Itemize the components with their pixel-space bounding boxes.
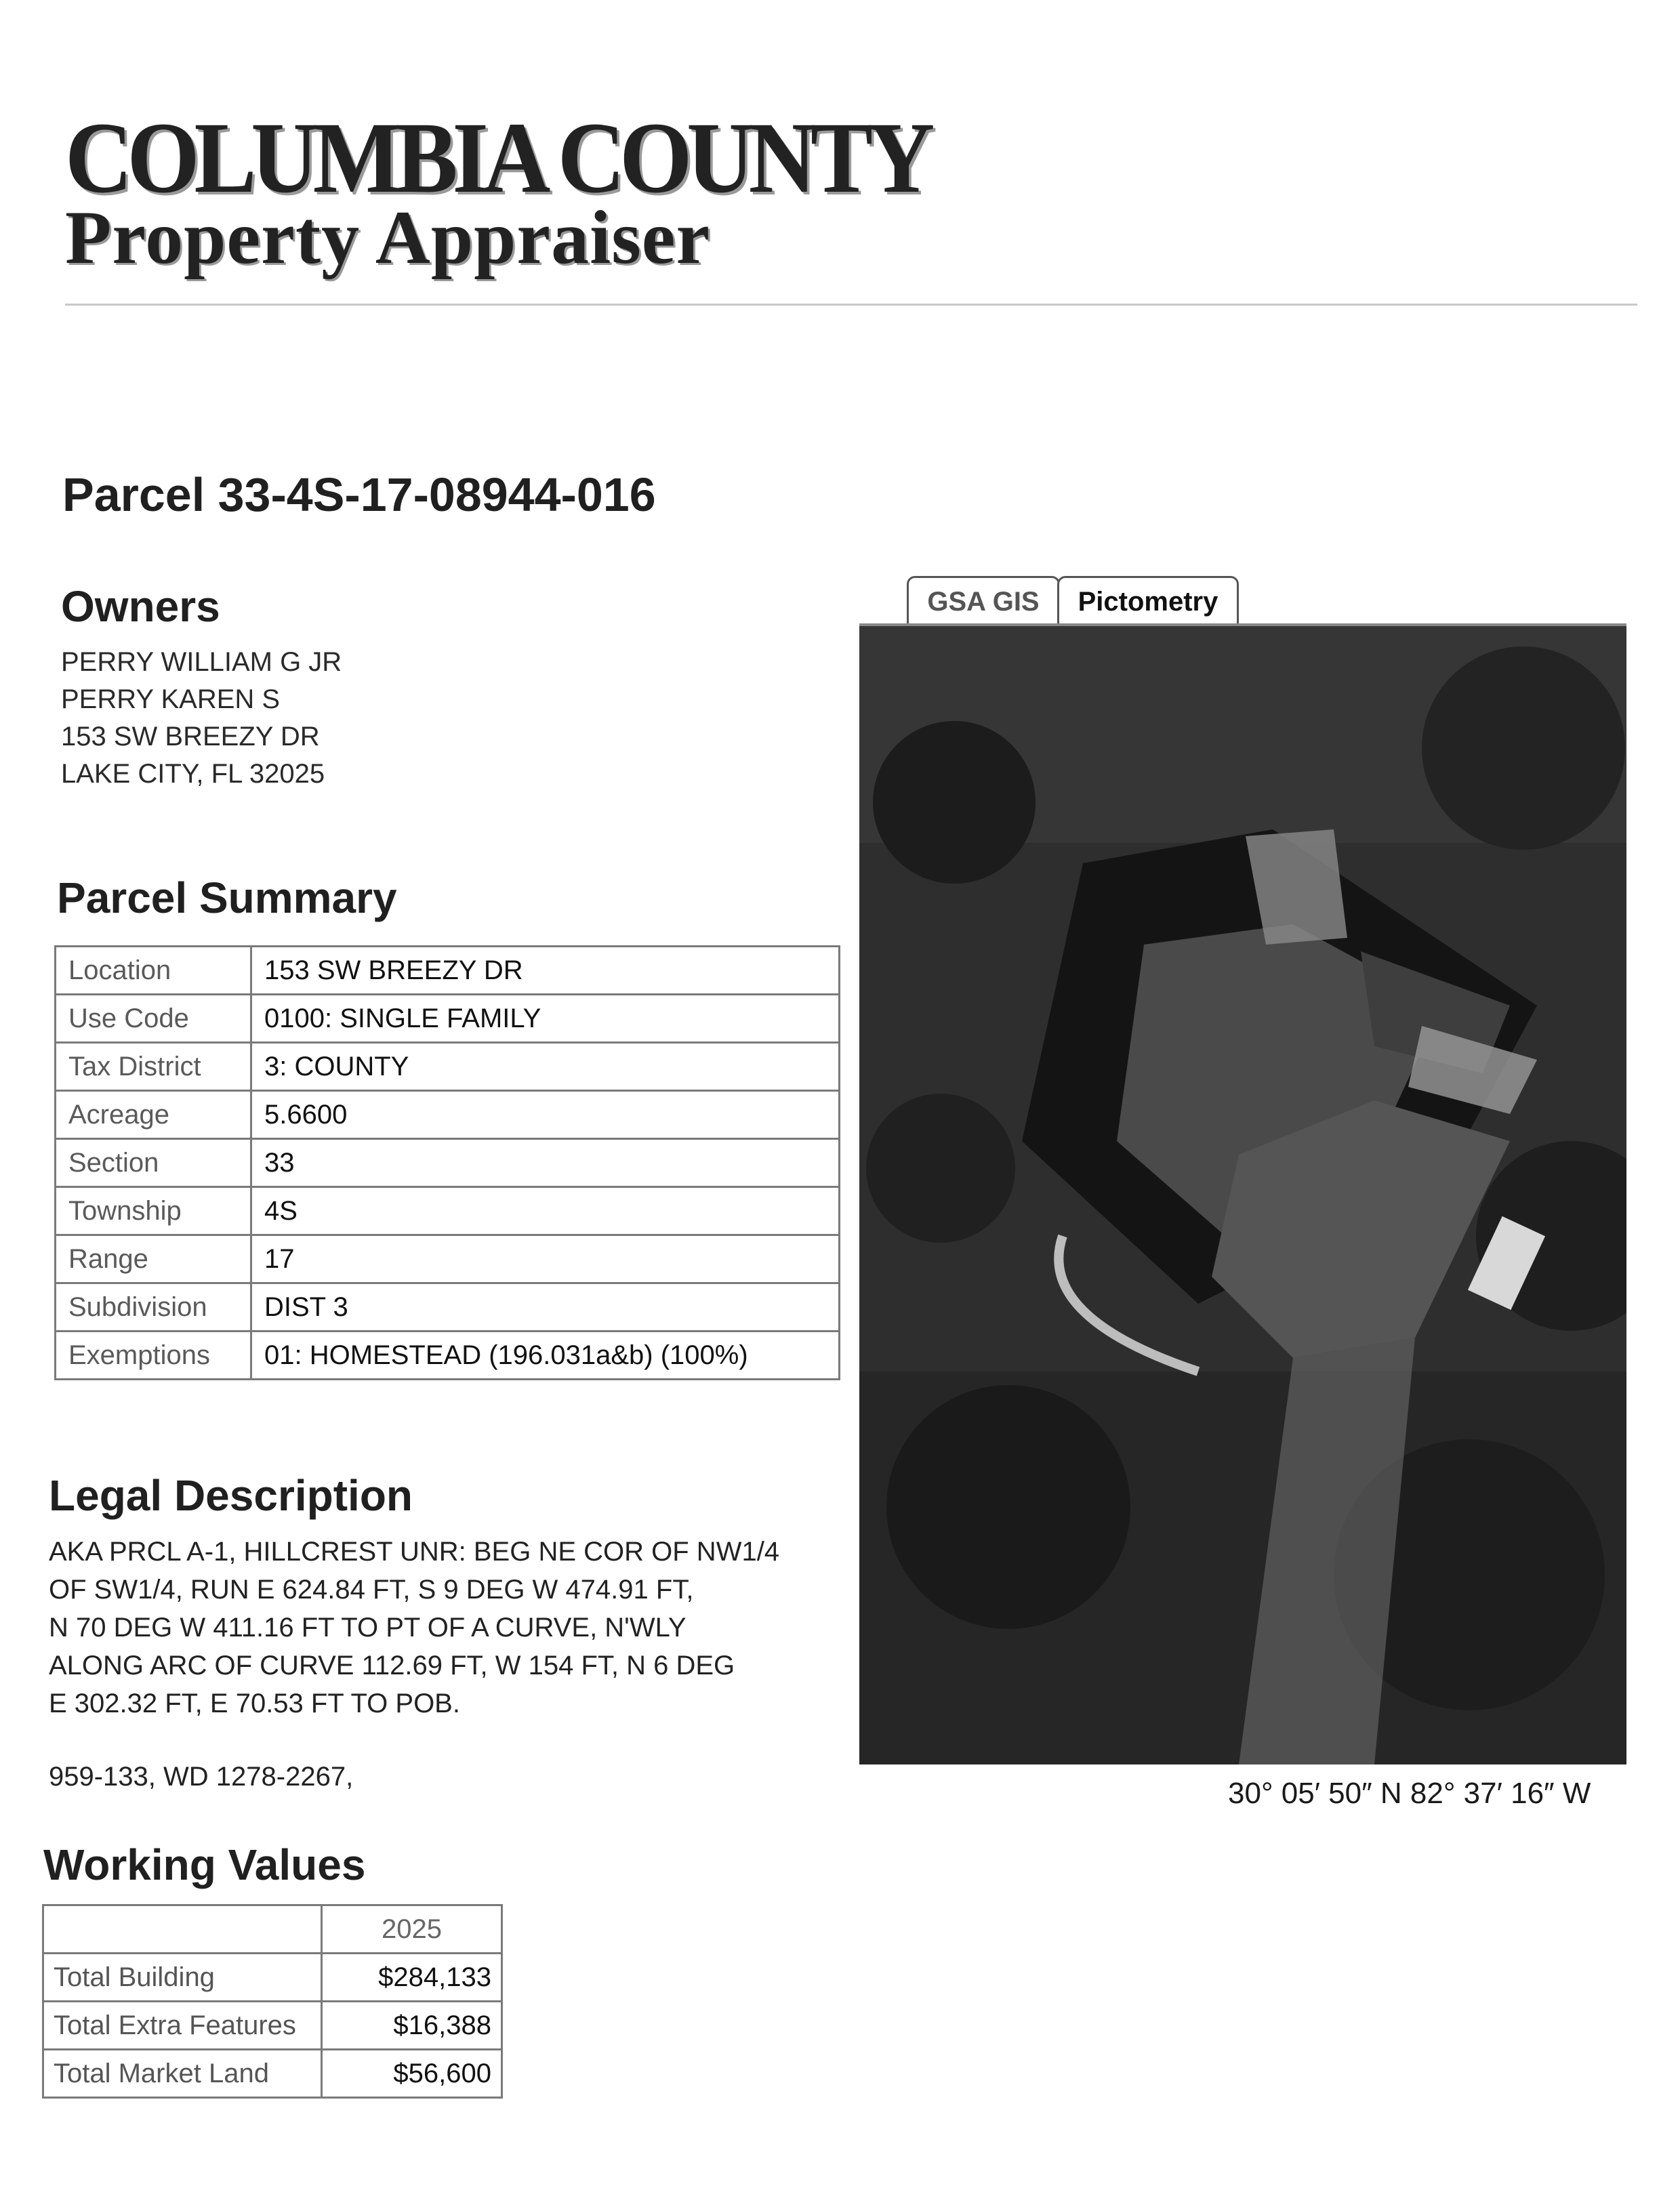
row-value: $56,600 <box>322 2050 502 2098</box>
table-row <box>56 1332 840 1380</box>
row-label: Section <box>56 1139 251 1187</box>
parcel-summary-table <box>54 945 840 1380</box>
row-label: Total Extra Features <box>43 2002 322 2050</box>
table-row <box>56 995 840 1043</box>
working-values-heading: Working Values <box>43 1840 366 1889</box>
owners-heading: Owners <box>61 582 220 631</box>
tab-gsa-gis[interactable]: GSA GIS <box>907 576 1060 625</box>
row-value: 4S <box>251 1187 840 1235</box>
row-label: Exemptions <box>56 1332 251 1380</box>
header-divider <box>65 304 1637 306</box>
working-values-table <box>42 1904 503 2099</box>
parcel-title: Parcel 33-4S-17-08944-016 <box>62 468 656 521</box>
owner-city-line: LAKE CITY, FL 32025 <box>61 759 325 789</box>
parcel-summary-heading: Parcel Summary <box>57 873 397 922</box>
row-label: Subdivision <box>56 1283 251 1332</box>
row-value: 0100: SINGLE FAMILY <box>251 995 840 1043</box>
row-value: 17 <box>251 1235 840 1283</box>
year-header: 2025 <box>322 1905 502 1954</box>
row-label: Township <box>56 1187 251 1235</box>
row-value: $16,388 <box>322 2002 502 2050</box>
row-value: 153 SW BREEZY DR <box>251 947 840 995</box>
table-row <box>43 2050 502 2098</box>
row-label: Tax District <box>56 1043 251 1091</box>
table-row <box>56 1235 840 1283</box>
row-label: Total Building <box>43 1954 322 2002</box>
legal-line: OF SW1/4, RUN E 624.84 FT, S 9 DEG W 474.91 FT, <box>49 1575 694 1605</box>
row-label: Location <box>56 947 251 995</box>
owner-line: PERRY WILLIAM G JR <box>61 647 342 677</box>
row-value: 33 <box>251 1139 840 1187</box>
legal-line: N 70 DEG W 411.16 FT TO PT OF A CURVE, N'WLY <box>49 1613 687 1643</box>
map-coordinates: 30° 05′ 50″ N 82° 37′ 16″ W <box>1228 1777 1591 1810</box>
table-row <box>56 1139 840 1187</box>
legal-line: E 302.32 FT, E 70.53 FT TO POB. <box>49 1689 460 1718</box>
table-row <box>56 1283 840 1332</box>
table-header-row <box>43 1905 502 1954</box>
table-row <box>43 1954 502 2002</box>
legal-line: AKA PRCL A-1, HILLCREST UNR: BEG NE COR OF NW1/4 <box>49 1537 780 1567</box>
table-row <box>56 1187 840 1235</box>
aerial-photo-graphic <box>859 626 1626 1764</box>
logo-title: COLUMBIA COUNTY <box>65 102 930 214</box>
row-label: Total Market Land <box>43 2050 322 2098</box>
table-row <box>56 1091 840 1139</box>
row-value: $284,133 <box>322 1954 502 2002</box>
empty-header-cell <box>43 1905 322 1954</box>
table-row <box>43 2002 502 2050</box>
row-value: 01: HOMESTEAD (196.031a&b) (100%) <box>251 1332 840 1380</box>
row-label: Use Code <box>56 995 251 1043</box>
row-value: 5.6600 <box>251 1091 840 1139</box>
legal-description-heading: Legal Description <box>49 1471 413 1520</box>
row-label: Range <box>56 1235 251 1283</box>
owner-address-line: 153 SW BREEZY DR <box>61 722 320 751</box>
tab-pictometry[interactable]: Pictometry <box>1057 576 1239 625</box>
owner-line: PERRY KAREN S <box>61 684 281 714</box>
row-value: DIST 3 <box>251 1283 840 1332</box>
row-value: 3: COUNTY <box>251 1043 840 1091</box>
table-row <box>56 1043 840 1091</box>
logo-subtitle: Property Appraiser <box>65 196 711 280</box>
row-label: Acreage <box>56 1091 251 1139</box>
table-row <box>56 947 840 995</box>
legal-line: ALONG ARC OF CURVE 112.69 FT, W 154 FT, N 6 DEG <box>49 1651 735 1680</box>
aerial-map-image[interactable] <box>859 623 1626 1764</box>
book-page-reference: 959-133, WD 1278-2267, <box>49 1762 354 1792</box>
